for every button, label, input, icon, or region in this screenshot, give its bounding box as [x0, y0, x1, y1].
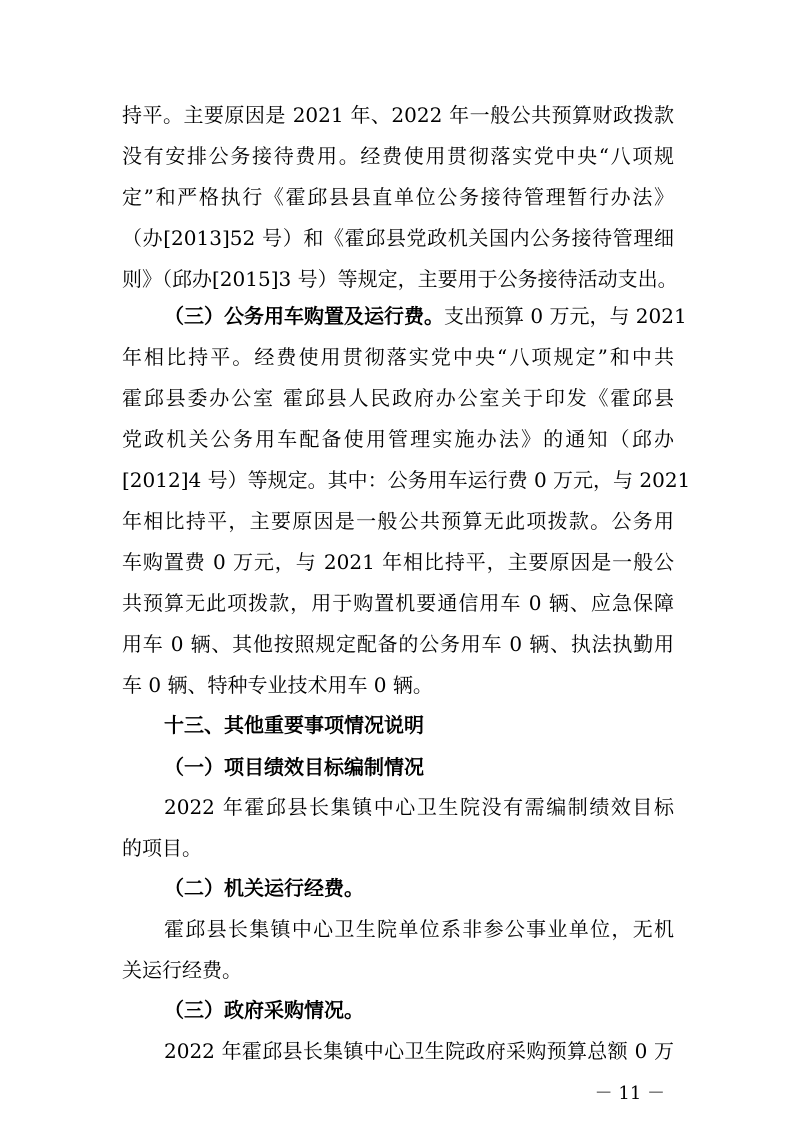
text-line: 年相比持平，主要原因是一般公共预算无此项拨款。公务用: [122, 509, 674, 533]
text-line: 关运行经费。: [122, 958, 242, 982]
text-line: 车购置费 0 万元，与 2021 年相比持平，主要原因是一般公: [122, 550, 674, 574]
subsection-heading-procurement: （三）政府采购情况。: [164, 998, 364, 1022]
section-heading-vehicle: （三）公务用车购置及运行费。: [164, 304, 444, 328]
text-line: 霍邱县长集镇中心卫生院单位系非参公事业单位，无机: [164, 917, 674, 941]
subsection-heading-performance: （一）项目绩效目标编制情况: [164, 755, 424, 779]
text-line: 车 0 辆、特种专业技术用车 0 辆。: [122, 673, 433, 697]
text-line: （办[2013]52 号）和《霍邱县党政机关国内公务接待管理细: [122, 226, 674, 250]
text-line: 定”和严格执行《霍邱县县直单位公务接待管理暂行办法》: [122, 185, 674, 209]
text-line: 年相比持平。经费使用贯彻落实党中央“八项规定”和中共: [122, 345, 674, 369]
text-line: 持平。主要原因是 2021 年、2022 年一般公共预算财政拨款: [122, 103, 674, 127]
subsection-heading-operating-funds: （二）机关运行经费。: [164, 876, 364, 900]
text-fragment: 支出预算 0 万元，与 2021: [444, 304, 687, 328]
text-line: [2012]4 号）等规定。其中：公务用车运行费 0 万元，与 2021: [122, 468, 691, 492]
text-line: 霍邱县委办公室 霍邱县人民政府办公室关于印发《霍邱县: [122, 386, 674, 410]
text-line: 用车 0 辆、其他按照规定配备的公务用车 0 辆、执法执勤用: [122, 632, 674, 656]
text-line: 没有安排公务接待费用。经费使用贯彻落实党中央“八项规: [122, 144, 674, 168]
section-heading-13: 十三、其他重要事项情况说明: [164, 713, 424, 737]
text-line: 的项目。: [122, 836, 202, 860]
text-line: 共预算无此项拨款，用于购置机要通信用车 0 辆、应急保障: [122, 591, 674, 615]
text-line: 则》（邱办[2015]3 号）等规定，主要用于公务接待活动支出。: [122, 267, 678, 291]
page-number: － 11 －: [594, 1083, 665, 1104]
text-line: 2022 年霍邱县长集镇中心卫生院没有需编制绩效目标: [164, 795, 674, 819]
text-line: 2022 年霍邱县长集镇中心卫生院政府采购预算总额 0 万: [164, 1039, 674, 1063]
paragraph-first-line: [164, 301, 687, 331]
text-line: 党政机关公务用车配备使用管理实施办法》的通知（邱办: [122, 427, 674, 451]
